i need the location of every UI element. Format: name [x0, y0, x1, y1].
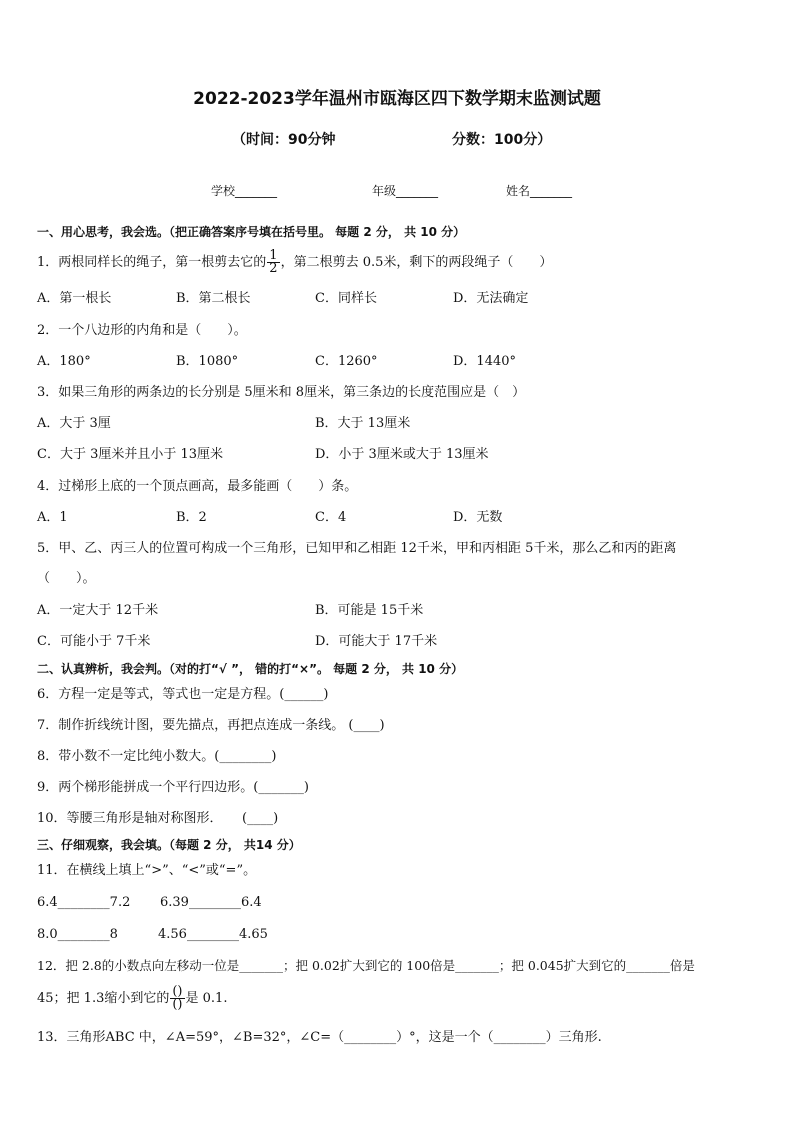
question-3: 3．如果三角形的两条边的长分别是 5厘米和 8厘米，第三条边的长度范围应是（ ） — [37, 385, 526, 400]
question-11: 11．在横线上填上“>”、“<”或“=”。 — [37, 863, 257, 878]
q4-option-b: B．2 — [176, 510, 207, 525]
question-12-line-2 — [37, 984, 227, 1014]
question-13: 13．三角形ABC 中，∠A=59°，∠B=32°，∠C=（________）°，这是一个（________）三角形. — [37, 1030, 602, 1045]
question-5-blank: （ ）。 — [37, 571, 96, 586]
exam-score: 分数：100分） — [452, 132, 552, 148]
q3-option-b: B．大于 13厘米 — [315, 416, 411, 431]
q11-compare-1: 6.4________7.2 — [37, 895, 131, 910]
q5-option-d: D．可能大于 17千米 — [315, 634, 438, 649]
q5-option-c: C．可能小于 7千米 — [37, 634, 151, 649]
fraction — [170, 986, 184, 1011]
q12-text-pre: 45；把 1.3缩小到它的 — [37, 991, 170, 1006]
q5-option-b: B．可能是 15千米 — [315, 603, 424, 618]
question-7: 7．制作折线统计图，要先描点，再把点连成一条线。 (____) — [37, 718, 385, 733]
question-1-text-post: ，第二根剪去 0.5米，剩下的两段绳子（ ） — [280, 255, 553, 270]
section-2-heading: 二、认真辨析，我会判。（对的打“√ ”， 错的打“×”。 每题 2 分， 共 10 分） — [37, 662, 464, 676]
question-1 — [37, 248, 552, 278]
q2-option-d: D．1440° — [453, 354, 517, 369]
q3-option-d: D．小于 3厘米或大于 13厘米 — [315, 447, 489, 462]
q5-option-a: A．一定大于 12千米 — [37, 603, 159, 618]
q2-option-c: C．1260° — [315, 354, 378, 369]
fraction-denominator: () — [172, 997, 183, 1012]
q1-option-c: C．同样长 — [315, 291, 377, 306]
q11-compare-2: 6.39________6.4 — [160, 895, 262, 910]
q12-text-post: 是 0.1. — [185, 991, 228, 1006]
q11-compare-3: 8.0________8 — [37, 927, 118, 942]
grade-field: 年级_______ — [372, 184, 439, 198]
q1-option-b: B．第二根长 — [176, 291, 251, 306]
section-1-heading: 一、用心思考，我会选。（把正确答案序号填在括号里。 每题 2 分， 共 10 分） — [37, 225, 466, 239]
name-field: 姓名_______ — [506, 184, 573, 198]
section-3-heading: 三、仔细观察，我会填。（每题 2 分， 共14 分） — [37, 838, 301, 852]
q2-option-b: B．1080° — [176, 354, 239, 369]
question-10: 10．等腰三角形是轴对称图形． (____) — [37, 811, 279, 826]
q3-option-c: C．大于 3厘米并且小于 13厘米 — [37, 447, 224, 462]
exam-time: （时间：90分钟 — [232, 132, 336, 148]
q1-option-d: D．无法确定 — [453, 291, 529, 306]
q1-option-a: A．第一根长 — [37, 291, 112, 306]
fraction-numerator: () — [172, 984, 183, 999]
q2-option-a: A．180° — [37, 354, 91, 369]
q3-option-a: A．大于 3厘 — [37, 416, 111, 431]
q4-option-d: D．无数 — [453, 510, 503, 525]
question-12: 12．把 2.8的小数点向左移动一位是_______；把 0.02扩大到它的 100倍是_______；把 0.045扩大到它的_______倍是 — [37, 958, 695, 973]
question-1-text-pre: 1．两根同样长的绳子，第一根剪去它的 — [37, 255, 267, 270]
question-6: 6．方程一定是等式，等式也一定是方程。(______) — [37, 687, 329, 702]
q4-option-a: A．1 — [37, 510, 68, 525]
q11-compare-4: 4.56________4.65 — [158, 927, 268, 942]
question-5: 5．甲、乙、丙三人的位置可构成一个三角形，已知甲和乙相距 12千米，甲和丙相距 5千米，那么乙和丙的距离 — [37, 541, 677, 556]
question-2: 2．一个八边形的内角和是（ ）。 — [37, 323, 247, 338]
q4-option-c: C．4 — [315, 510, 347, 525]
fraction-denominator: 2 — [269, 261, 278, 276]
question-4: 4．过梯形上底的一个顶点画高，最多能画（ ）条。 — [37, 479, 358, 494]
fraction — [267, 250, 279, 275]
question-8: 8．带小数不一定比纯小数大。(________) — [37, 749, 277, 764]
fraction-numerator: 1 — [269, 248, 278, 263]
question-9: 9．两个梯形能拼成一个平行四边形。(_______) — [37, 780, 309, 795]
school-field: 学校_______ — [211, 184, 278, 198]
page-title: 2022-2023学年温州市瓯海区四下数学期末监测试题 — [193, 89, 601, 109]
